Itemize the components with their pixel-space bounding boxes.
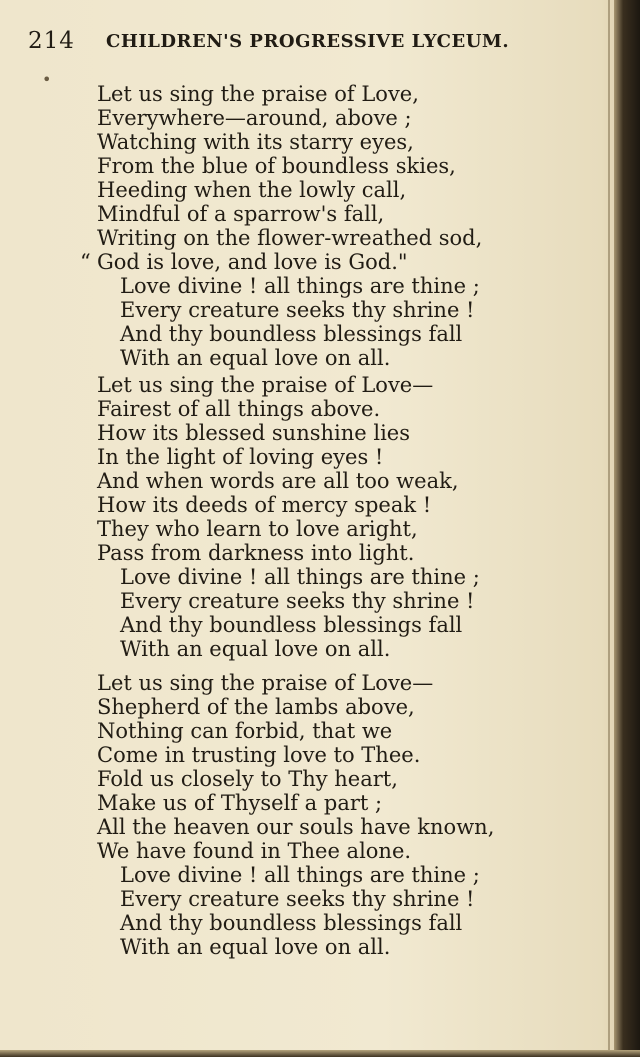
verse-line: From the blue of boundless skies,: [97, 154, 456, 178]
verse-line: Fold us closely to Thy heart,: [97, 767, 398, 791]
refrain-line: With an equal love on all.: [120, 346, 391, 370]
refrain-line: With an equal love on all.: [120, 637, 391, 661]
verse-line: Nothing can forbid, that we: [97, 719, 393, 743]
verse-line: Come in trusting love to Thee.: [97, 743, 421, 767]
verse-line: How its deeds of mercy speak !: [97, 493, 432, 517]
verse-line: Everywhere—around, above ;: [97, 106, 412, 130]
verse-line: Let us sing the praise of Love—: [97, 671, 434, 695]
verse-line: Let us sing the praise of Love—: [97, 373, 434, 397]
running-header: [28, 28, 588, 64]
page-bottom-edge: [0, 1050, 640, 1057]
refrain-line: Love divine ! all things are thine ;: [120, 863, 480, 887]
verse-line: Fairest of all things above.: [97, 397, 381, 421]
gutter-rule: [608, 0, 610, 1057]
verse-line: How its blessed sunshine lies: [97, 421, 411, 445]
refrain-line: Love divine ! all things are thine ;: [120, 565, 480, 589]
verse-line: Let us sing the praise of Love,: [97, 82, 419, 106]
verse-line: They who learn to love aright,: [97, 517, 418, 541]
refrain-line: And thy boundless blessings fall: [120, 613, 463, 637]
margin-speck: •: [42, 70, 52, 89]
verse-line: Mindful of a sparrow's fall,: [97, 202, 385, 226]
book-spine-edge: [614, 0, 640, 1057]
verse-line: In the light of loving eyes !: [97, 445, 384, 469]
verse-line: And when words are all too weak,: [97, 469, 459, 493]
running-title: CHILDREN'S PROGRESSIVE LYCEUM.: [106, 31, 510, 52]
verse-line: Writing on the flower-wreathed sod,: [97, 226, 483, 250]
verse-line: God is love, and love is God.": [97, 250, 408, 274]
refrain-line: And thy boundless blessings fall: [120, 911, 463, 935]
verse-line: Pass from darkness into light.: [97, 541, 415, 565]
verse-line: Watching with its starry eyes,: [97, 130, 414, 154]
refrain-line: Every creature seeks thy shrine !: [120, 589, 475, 613]
opening-quote-mark: “: [80, 250, 91, 274]
page-number: 214: [28, 28, 75, 54]
verse-line: We have found in Thee alone.: [97, 839, 412, 863]
refrain-line: Love divine ! all things are thine ;: [120, 274, 480, 298]
refrain-line: And thy boundless blessings fall: [120, 322, 463, 346]
verse-line: All the heaven our souls have known,: [97, 815, 495, 839]
verse-line: Make us of Thyself a part ;: [97, 791, 383, 815]
verse-line: Heeding when the lowly call,: [97, 178, 407, 202]
refrain-line: Every creature seeks thy shrine !: [120, 298, 475, 322]
verse-line: Shepherd of the lambs above,: [97, 695, 415, 719]
refrain-line: Every creature seeks thy shrine !: [120, 887, 475, 911]
refrain-line: With an equal love on all.: [120, 935, 391, 959]
